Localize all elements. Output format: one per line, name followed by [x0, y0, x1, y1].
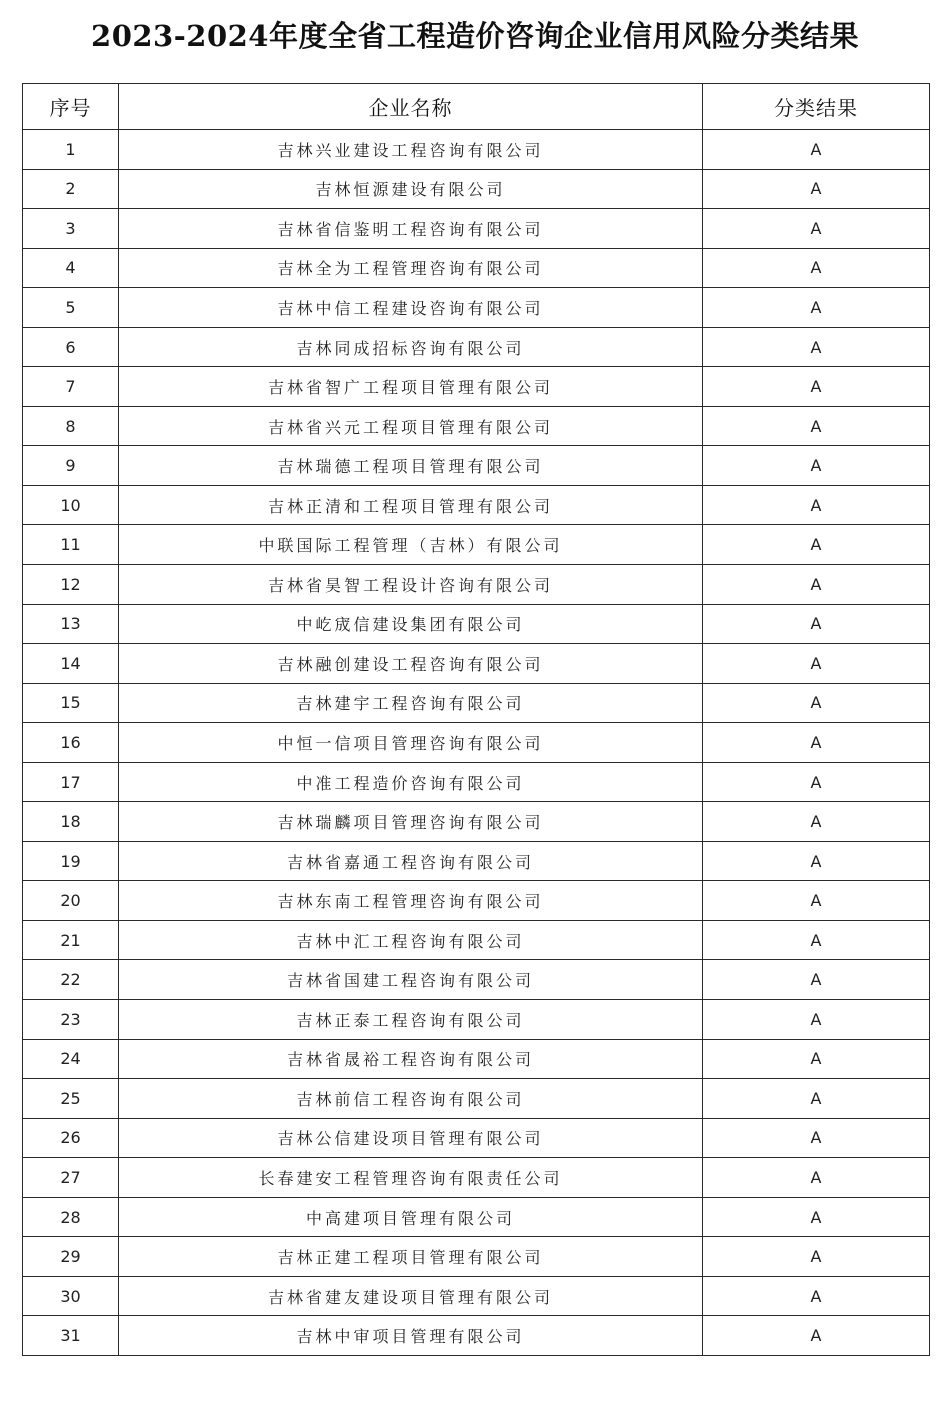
- serial-number-cell: 30: [23, 1276, 119, 1316]
- classification-result-cell: A: [703, 1276, 930, 1316]
- serial-number-cell: 16: [23, 723, 119, 763]
- serial-number-cell: 2: [23, 169, 119, 209]
- serial-number-cell: 24: [23, 1039, 119, 1079]
- classification-result-cell: A: [703, 327, 930, 367]
- company-name-cell: 吉林省晟裕工程咨询有限公司: [119, 1039, 703, 1079]
- company-name-cell: 吉林兴业建设工程咨询有限公司: [119, 130, 703, 170]
- classification-result-cell: A: [703, 1000, 930, 1040]
- classification-result-cell: A: [703, 802, 930, 842]
- table-row: [23, 960, 930, 1000]
- table-row: [23, 1039, 930, 1079]
- header-company-name: 企业名称: [119, 84, 703, 130]
- classification-result-cell: A: [703, 1039, 930, 1079]
- company-name-cell: 吉林瑞德工程项目管理有限公司: [119, 446, 703, 486]
- classification-result-cell: A: [703, 683, 930, 723]
- table-header-row: [23, 84, 930, 130]
- company-name-cell: 吉林省兴元工程项目管理有限公司: [119, 406, 703, 446]
- classification-result-cell: A: [703, 565, 930, 605]
- table-row: [23, 406, 930, 446]
- serial-number-cell: 31: [23, 1316, 119, 1356]
- header-serial-number: 序号: [23, 84, 119, 130]
- classification-result-cell: A: [703, 1237, 930, 1277]
- serial-number-cell: 18: [23, 802, 119, 842]
- serial-number-cell: 17: [23, 762, 119, 802]
- company-name-cell: 吉林省智广工程项目管理有限公司: [119, 367, 703, 407]
- company-name-cell: 吉林全为工程管理咨询有限公司: [119, 248, 703, 288]
- serial-number-cell: 28: [23, 1197, 119, 1237]
- serial-number-cell: 20: [23, 881, 119, 921]
- classification-result-cell: A: [703, 1316, 930, 1356]
- table-body: [23, 130, 930, 1356]
- company-name-cell: 吉林省信鉴明工程咨询有限公司: [119, 209, 703, 249]
- company-name-cell: 吉林建宇工程咨询有限公司: [119, 683, 703, 723]
- company-name-cell: 中恒一信项目管理咨询有限公司: [119, 723, 703, 763]
- classification-result-cell: A: [703, 485, 930, 525]
- table-row: [23, 1118, 930, 1158]
- table-row: [23, 644, 930, 684]
- company-name-cell: 吉林正建工程项目管理有限公司: [119, 1237, 703, 1277]
- company-name-cell: 中准工程造价咨询有限公司: [119, 762, 703, 802]
- serial-number-cell: 10: [23, 485, 119, 525]
- serial-number-cell: 15: [23, 683, 119, 723]
- company-name-cell: 中屹宬信建设集团有限公司: [119, 604, 703, 644]
- table-row: [23, 841, 930, 881]
- table-row: [23, 1316, 930, 1356]
- table-row: [23, 1000, 930, 1040]
- company-name-cell: 吉林恒源建设有限公司: [119, 169, 703, 209]
- serial-number-cell: 1: [23, 130, 119, 170]
- classification-result-cell: A: [703, 881, 930, 921]
- serial-number-cell: 25: [23, 1079, 119, 1119]
- table-row: [23, 209, 930, 249]
- page-title: 2023-2024年度全省工程造价咨询企业信用风险分类结果: [91, 19, 859, 53]
- company-name-cell: 吉林东南工程管理咨询有限公司: [119, 881, 703, 921]
- serial-number-cell: 21: [23, 920, 119, 960]
- table-row: [23, 1158, 930, 1198]
- classification-result-cell: A: [703, 604, 930, 644]
- classification-result-cell: A: [703, 920, 930, 960]
- table-row: [23, 604, 930, 644]
- classification-result-cell: A: [703, 288, 930, 328]
- serial-number-cell: 14: [23, 644, 119, 684]
- company-name-cell: 吉林正清和工程项目管理有限公司: [119, 485, 703, 525]
- company-name-cell: 吉林同成招标咨询有限公司: [119, 327, 703, 367]
- classification-result-cell: A: [703, 248, 930, 288]
- company-name-cell: 吉林省建友建设项目管理有限公司: [119, 1276, 703, 1316]
- company-name-cell: 中高建项目管理有限公司: [119, 1197, 703, 1237]
- table-row: [23, 485, 930, 525]
- serial-number-cell: 8: [23, 406, 119, 446]
- company-name-cell: 吉林正泰工程咨询有限公司: [119, 1000, 703, 1040]
- classification-result-cell: A: [703, 525, 930, 565]
- company-name-cell: 吉林前信工程咨询有限公司: [119, 1079, 703, 1119]
- table-row: [23, 525, 930, 565]
- company-name-cell: 吉林省嘉通工程咨询有限公司: [119, 841, 703, 881]
- classification-result-cell: A: [703, 1118, 930, 1158]
- table-row: [23, 683, 930, 723]
- serial-number-cell: 5: [23, 288, 119, 328]
- company-name-cell: 长春建安工程管理咨询有限责任公司: [119, 1158, 703, 1198]
- classification-result-cell: A: [703, 209, 930, 249]
- serial-number-cell: 3: [23, 209, 119, 249]
- company-name-cell: 吉林瑞麟项目管理咨询有限公司: [119, 802, 703, 842]
- classification-result-cell: A: [703, 1197, 930, 1237]
- table-row: [23, 1197, 930, 1237]
- table-row: [23, 1079, 930, 1119]
- classification-result-cell: A: [703, 446, 930, 486]
- serial-number-cell: 27: [23, 1158, 119, 1198]
- table-row: [23, 367, 930, 407]
- classification-result-cell: A: [703, 406, 930, 446]
- serial-number-cell: 12: [23, 565, 119, 605]
- classification-result-cell: A: [703, 762, 930, 802]
- table-row: [23, 1237, 930, 1277]
- classification-result-cell: A: [703, 1158, 930, 1198]
- serial-number-cell: 11: [23, 525, 119, 565]
- table-row: [23, 1276, 930, 1316]
- table-row: [23, 130, 930, 170]
- company-name-cell: 吉林中审项目管理有限公司: [119, 1316, 703, 1356]
- table-row: [23, 565, 930, 605]
- classification-result-cell: A: [703, 169, 930, 209]
- serial-number-cell: 23: [23, 1000, 119, 1040]
- table-row: [23, 327, 930, 367]
- classification-table: [22, 83, 930, 1356]
- table-row: [23, 288, 930, 328]
- classification-result-cell: A: [703, 367, 930, 407]
- company-name-cell: 吉林省国建工程咨询有限公司: [119, 960, 703, 1000]
- classification-result-cell: A: [703, 723, 930, 763]
- classification-result-cell: A: [703, 644, 930, 684]
- table-row: [23, 881, 930, 921]
- classification-result-cell: A: [703, 130, 930, 170]
- serial-number-cell: 26: [23, 1118, 119, 1158]
- company-name-cell: 吉林中信工程建设咨询有限公司: [119, 288, 703, 328]
- table-row: [23, 169, 930, 209]
- serial-number-cell: 29: [23, 1237, 119, 1277]
- serial-number-cell: 4: [23, 248, 119, 288]
- serial-number-cell: 9: [23, 446, 119, 486]
- classification-result-cell: A: [703, 960, 930, 1000]
- table-row: [23, 723, 930, 763]
- serial-number-cell: 22: [23, 960, 119, 1000]
- header-classification-result: 分类结果: [703, 84, 930, 130]
- table-row: [23, 762, 930, 802]
- company-name-cell: 吉林融创建设工程咨询有限公司: [119, 644, 703, 684]
- table-row: [23, 802, 930, 842]
- company-name-cell: 吉林中汇工程咨询有限公司: [119, 920, 703, 960]
- company-name-cell: 中联国际工程管理（吉林）有限公司: [119, 525, 703, 565]
- serial-number-cell: 19: [23, 841, 119, 881]
- serial-number-cell: 6: [23, 327, 119, 367]
- table-row: [23, 920, 930, 960]
- classification-result-cell: A: [703, 841, 930, 881]
- table-row: [23, 248, 930, 288]
- table-row: [23, 446, 930, 486]
- company-name-cell: 吉林公信建设项目管理有限公司: [119, 1118, 703, 1158]
- serial-number-cell: 13: [23, 604, 119, 644]
- serial-number-cell: 7: [23, 367, 119, 407]
- classification-result-cell: A: [703, 1079, 930, 1119]
- company-name-cell: 吉林省昊智工程设计咨询有限公司: [119, 565, 703, 605]
